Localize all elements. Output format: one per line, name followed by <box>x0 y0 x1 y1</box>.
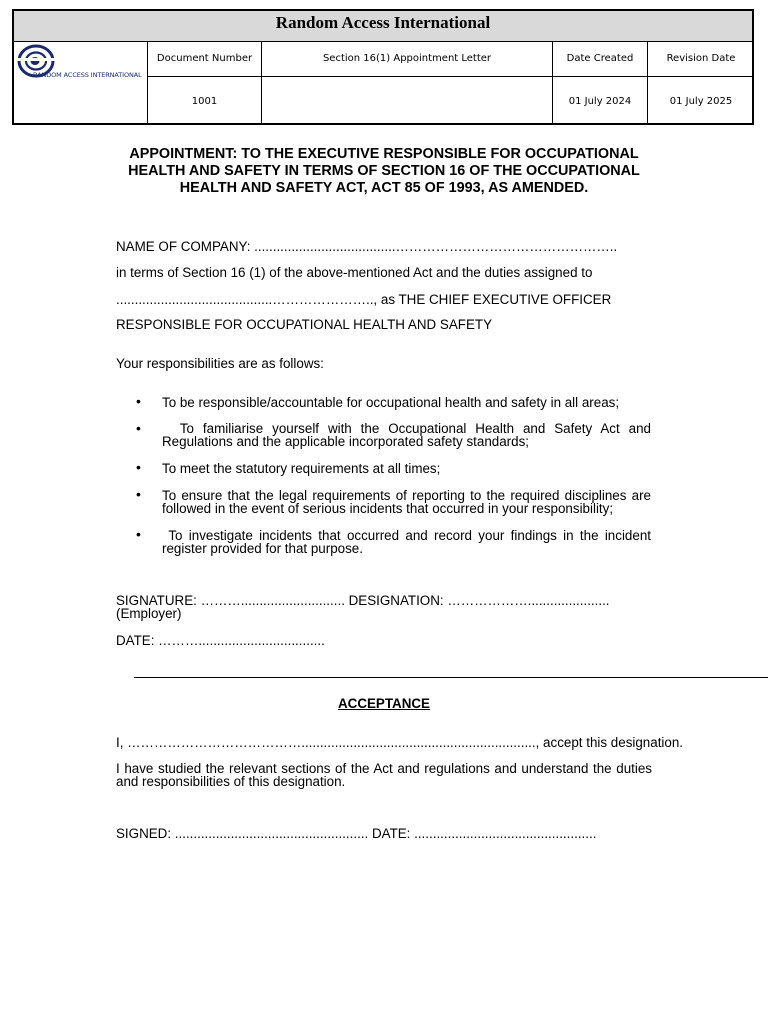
revision-date-value: 01 July 2025 <box>669 95 733 107</box>
company-name-line: NAME OF COMPANY: ......................................………………………………………….. <box>116 239 618 254</box>
bullet-icon: • <box>136 486 141 502</box>
doc-title-header: Section 16(1) Appointment Letter <box>322 53 492 64</box>
accept-designation-line: I, …………………………………..............................................................., accept this designation. <box>116 735 684 750</box>
acceptance-heading <box>0 696 768 711</box>
bullet-icon: • <box>136 393 141 409</box>
acceptance-heading-text: ACCEPTANCE <box>337 696 430 711</box>
responsibilities-intro: Your responsibilities are as follows: <box>116 356 324 371</box>
studied-statement: I have studied the relevant sections of the Act and regulations and understand the duties and responsibilities of this designation. <box>116 761 652 789</box>
date-created-header: Date Created <box>566 53 634 64</box>
document-header-table <box>12 9 754 125</box>
section-divider <box>134 677 768 678</box>
doc-number-header: Document Number <box>156 53 253 64</box>
employer-label: (Employer) <box>116 606 182 621</box>
logo-cell <box>14 41 147 125</box>
signature-line: SIGNATURE: ………............................ DESIGNATION: ………………...................... <box>116 593 610 608</box>
revision-date-header: Revision Date <box>666 53 736 64</box>
bullet-icon: • <box>136 526 141 542</box>
date-line: DATE: ……….................................. <box>116 633 325 648</box>
bullet-icon: • <box>136 420 141 436</box>
list-item: To be responsible/accountable for occupational health and safety in all areas; <box>162 395 620 410</box>
list-item: To investigate incidents that occurred and record your findings in the incident register provided for that purpose. <box>162 528 655 556</box>
date-created-value: 01 July 2024 <box>568 95 632 107</box>
ceo-line: ..........................................………………….., as THE CHIEF EXECUTIVE OFFICER <box>116 292 612 307</box>
list-item: To ensure that the legal requirements of reporting to the required disciplines are followed in the event of serious incidents that occurred in your responsibility; <box>162 488 651 516</box>
logo-wordmark: RANDOM ACCESS INTERNATIONAL <box>33 71 142 79</box>
list-item: To meet the statutory requirements at all times; <box>162 461 441 476</box>
bullet-icon: • <box>136 459 141 475</box>
doc-title-value-empty <box>262 77 552 125</box>
doc-number-value: 1001 <box>191 95 218 107</box>
section-line: in terms of Section 16 (1) of the above-mentioned Act and the duties assigned to <box>116 265 593 280</box>
signed-date-line: SIGNED: .................................................... DATE: ................................................. <box>116 826 597 841</box>
appointment-title: APPOINTMENT: TO THE EXECUTIVE RESPONSIBLE FOR OCCUPATIONAL HEALTH AND SAFETY IN TERMS OF SECTION 16 OF THE OCCUPATIONAL HEALTH AND SAFETY ACT, ACT 85 OF 1993, AS AMENDED. <box>128 146 640 196</box>
responsible-line: RESPONSIBLE FOR OCCUPATIONAL HEALTH AND SAFETY <box>116 317 493 332</box>
company-name: Random Access International <box>14 11 752 42</box>
list-item: To familiarise yourself with the Occupational Health and Safety Act and Regulations and the applicable incorporated safety standards; <box>162 421 655 449</box>
